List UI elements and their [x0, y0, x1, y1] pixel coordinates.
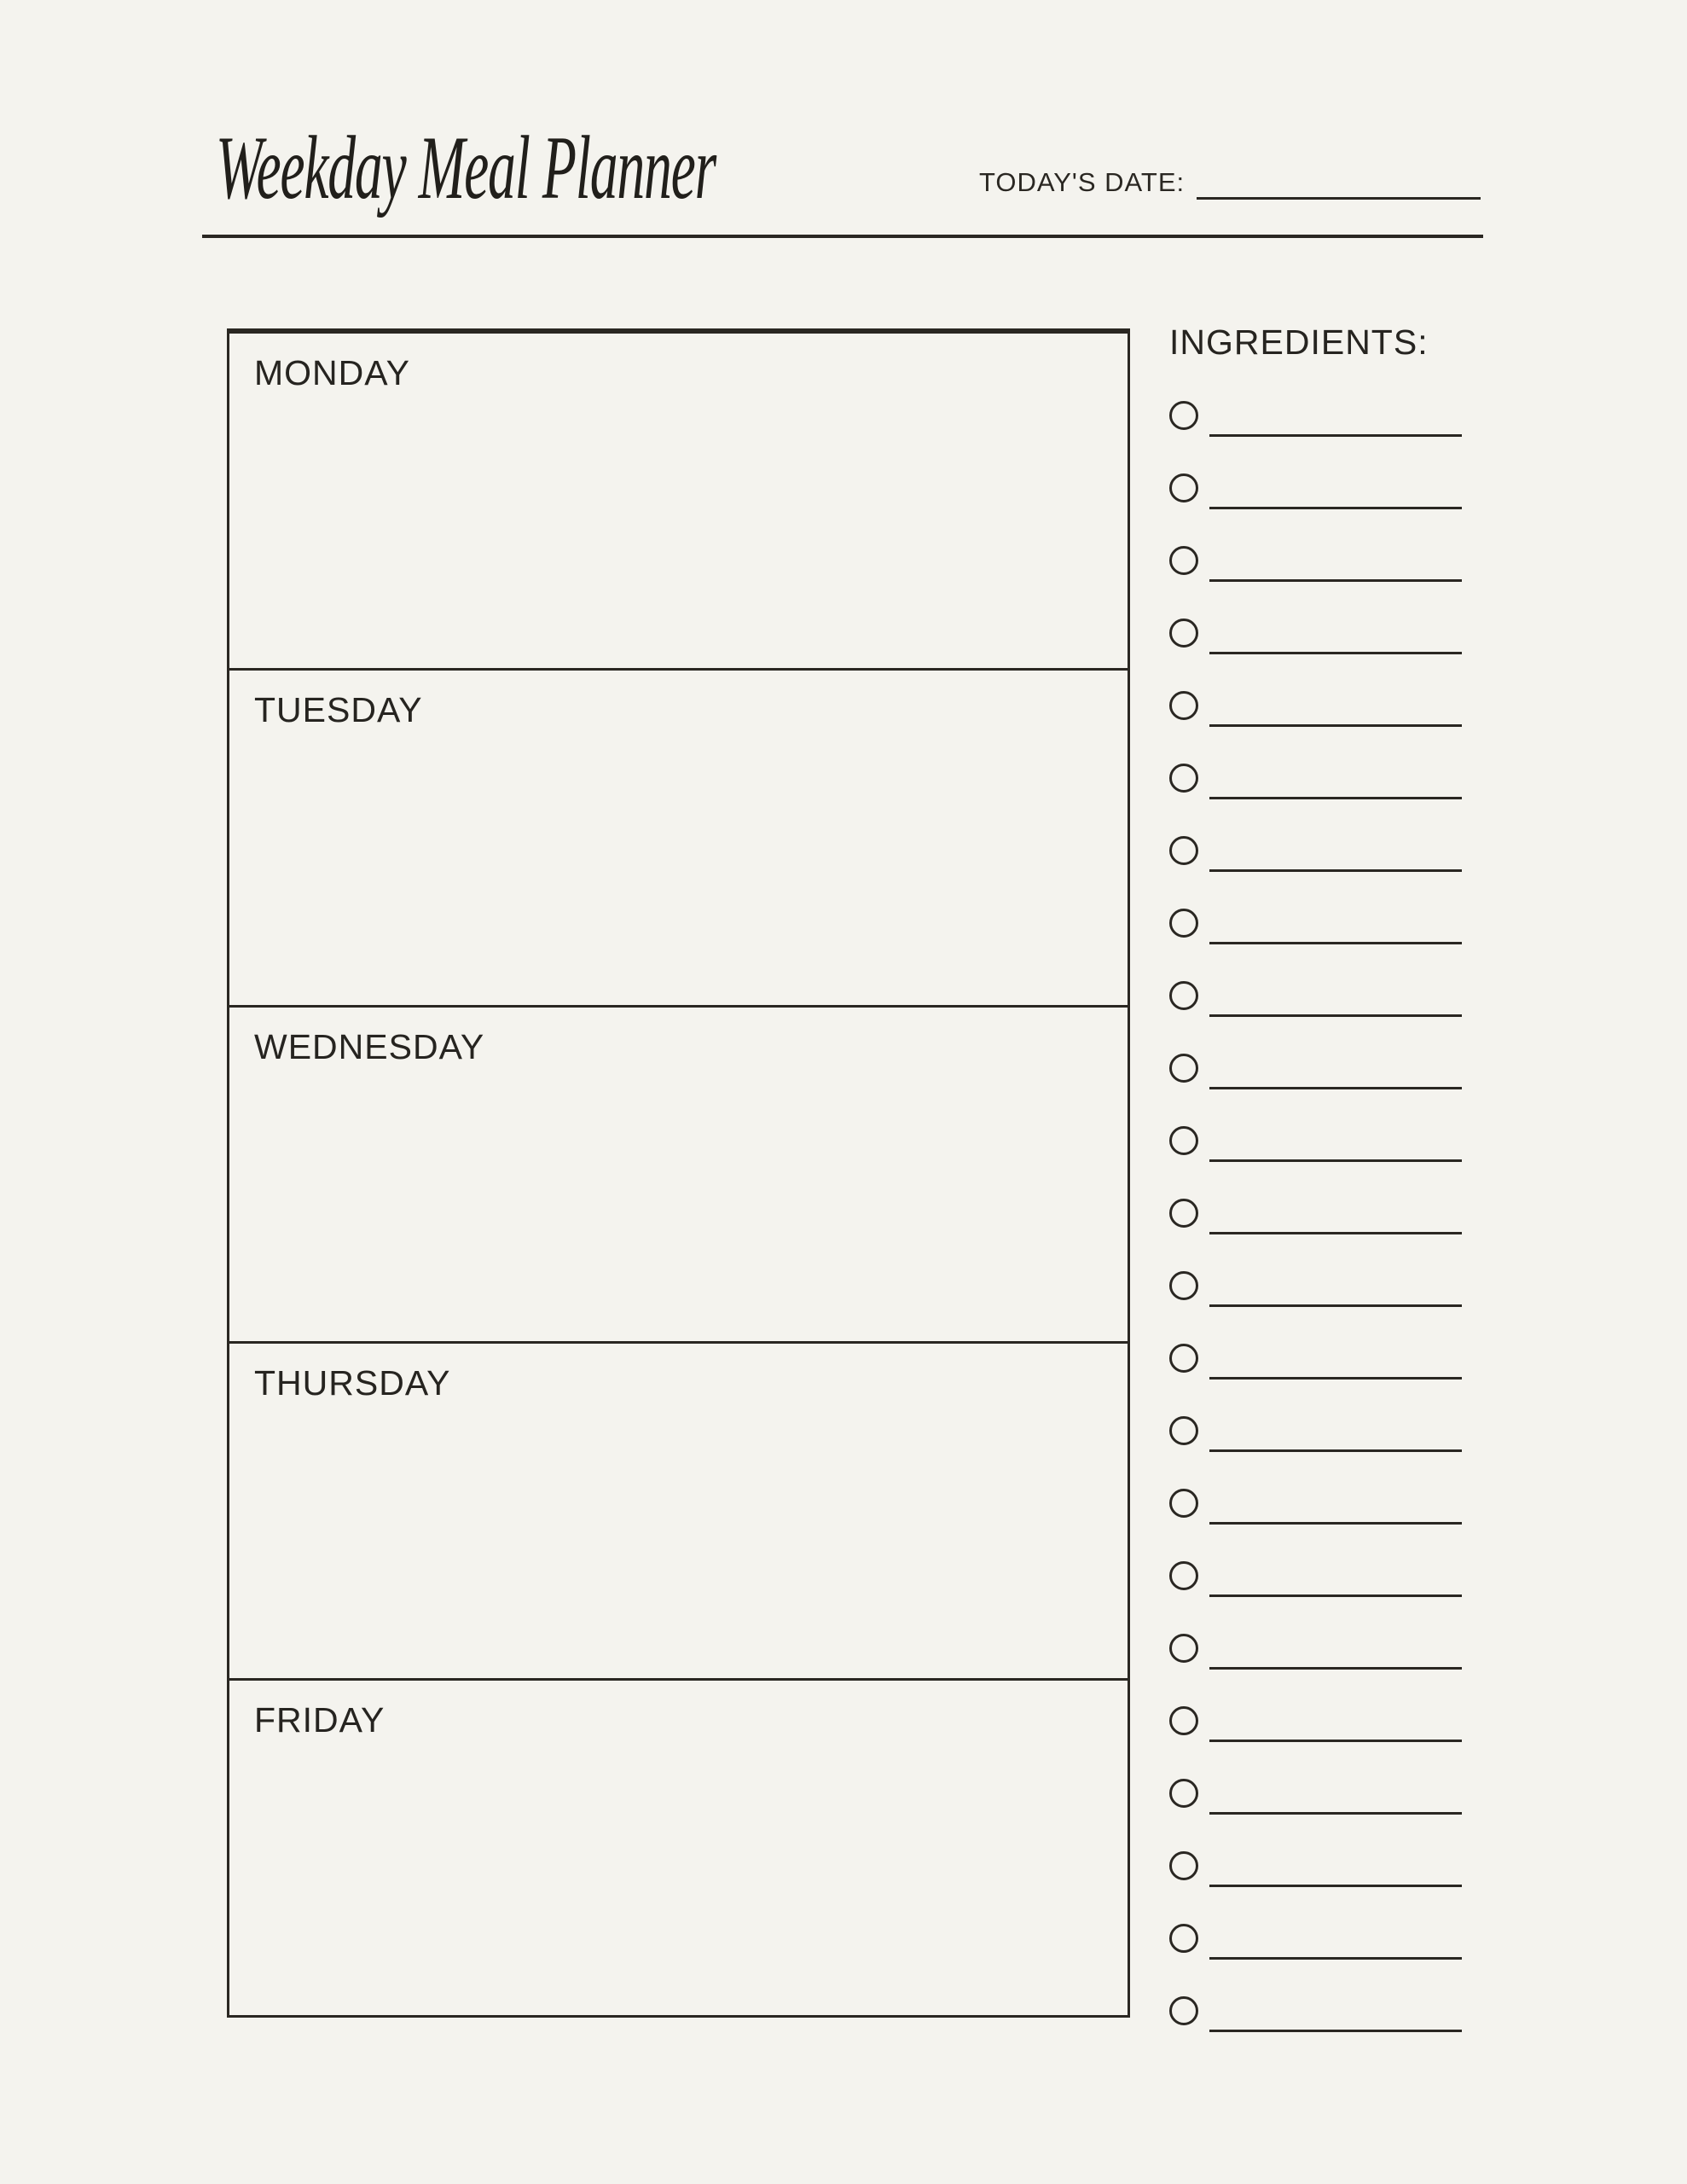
day-boxes: [227, 328, 1130, 2018]
ingredient-row: [1169, 764, 1462, 836]
day-label: WEDNESDAY: [254, 1026, 485, 1066]
ingredient-row: [1169, 1054, 1462, 1126]
ingredient-checkbox-circle[interactable]: [1169, 764, 1198, 793]
day-meal-value[interactable]: [254, 391, 1128, 420]
ingredient-row: [1169, 1344, 1462, 1416]
ingredient-blank-line[interactable]: [1209, 1377, 1462, 1380]
ingredient-blank-line[interactable]: [1209, 942, 1462, 944]
ingredient-checkbox-circle[interactable]: [1169, 473, 1198, 502]
ingredient-row: [1169, 1924, 1462, 1996]
ingredient-checkbox-circle[interactable]: [1169, 1416, 1198, 1445]
day-meal-box[interactable]: [229, 331, 1128, 668]
ingredient-blank-line[interactable]: [1209, 2030, 1462, 2032]
ingredient-checkbox-circle[interactable]: [1169, 1706, 1198, 1735]
ingredient-checkbox-circle[interactable]: [1169, 1634, 1198, 1663]
ingredient-checkbox-circle[interactable]: [1169, 1344, 1198, 1373]
ingredient-row: [1169, 1416, 1462, 1489]
ingredient-blank-line[interactable]: [1209, 1667, 1462, 1670]
ingredient-blank-line[interactable]: [1209, 1232, 1462, 1234]
todays-date-label: TODAY'S DATE:: [979, 167, 1186, 197]
ingredient-row: [1169, 1996, 1462, 2069]
ingredient-blank-line[interactable]: [1209, 797, 1462, 799]
ingredient-checkbox-circle[interactable]: [1169, 1199, 1198, 1228]
ingredient-row: [1169, 691, 1462, 764]
header-divider-rule: [202, 235, 1483, 238]
ingredient-checkbox-circle[interactable]: [1169, 836, 1198, 865]
ingredient-checkbox-circle[interactable]: [1169, 1779, 1198, 1808]
day-label: FRIDAY: [254, 1700, 386, 1740]
ingredient-blank-line[interactable]: [1209, 1740, 1462, 1742]
day-label: TUESDAY: [254, 689, 423, 729]
ingredient-row: [1169, 909, 1462, 981]
ingredient-row: [1169, 619, 1462, 691]
ingredient-checkbox-circle[interactable]: [1169, 1924, 1198, 1953]
ingredient-checkbox-circle[interactable]: [1169, 691, 1198, 720]
day-label: MONDAY: [254, 353, 410, 392]
page-title: Weekday Meal Planner: [216, 118, 716, 218]
ingredient-blank-line[interactable]: [1209, 579, 1462, 582]
ingredient-checkbox-circle[interactable]: [1169, 1054, 1198, 1083]
ingredient-row: [1169, 836, 1462, 909]
ingredient-row: [1169, 1126, 1462, 1199]
ingredient-blank-line[interactable]: [1209, 1522, 1462, 1525]
ingredient-blank-line[interactable]: [1209, 869, 1462, 872]
day-meal-value[interactable]: [254, 1738, 1128, 1767]
ingredient-row: [1169, 1489, 1462, 1561]
todays-date-blank-line[interactable]: [1197, 197, 1481, 200]
ingredient-checkbox-circle[interactable]: [1169, 1996, 1198, 2025]
ingredient-checkbox-circle[interactable]: [1169, 1561, 1198, 1590]
ingredient-blank-line[interactable]: [1209, 1812, 1462, 1815]
ingredient-row: [1169, 1199, 1462, 1271]
day-meal-box[interactable]: [229, 1005, 1128, 1342]
ingredient-checkbox-circle[interactable]: [1169, 546, 1198, 575]
ingredient-checkbox-circle[interactable]: [1169, 401, 1198, 430]
ingredient-row: [1169, 1706, 1462, 1779]
ingredients-list: [1169, 401, 1462, 2069]
ingredient-blank-line[interactable]: [1209, 507, 1462, 509]
ingredient-row: [1169, 1851, 1462, 1924]
ingredient-blank-line[interactable]: [1209, 1087, 1462, 1089]
ingredient-blank-line[interactable]: [1209, 652, 1462, 654]
ingredient-row: [1169, 1779, 1462, 1851]
day-meal-box[interactable]: [229, 668, 1128, 1005]
ingredient-blank-line[interactable]: [1209, 1885, 1462, 1887]
ingredient-row: [1169, 401, 1462, 473]
day-meal-box[interactable]: [229, 1341, 1128, 1678]
ingredient-checkbox-circle[interactable]: [1169, 1489, 1198, 1518]
ingredient-checkbox-circle[interactable]: [1169, 619, 1198, 648]
ingredient-blank-line[interactable]: [1209, 724, 1462, 727]
ingredient-blank-line[interactable]: [1209, 1594, 1462, 1597]
ingredient-checkbox-circle[interactable]: [1169, 909, 1198, 938]
ingredient-row: [1169, 1561, 1462, 1634]
ingredient-row: [1169, 546, 1462, 619]
ingredient-checkbox-circle[interactable]: [1169, 1851, 1198, 1880]
ingredient-blank-line[interactable]: [1209, 1014, 1462, 1017]
ingredient-row: [1169, 981, 1462, 1054]
ingredient-checkbox-circle[interactable]: [1169, 1126, 1198, 1155]
ingredient-blank-line[interactable]: [1209, 1159, 1462, 1162]
day-meal-box[interactable]: [229, 1678, 1128, 2015]
ingredient-blank-line[interactable]: [1209, 434, 1462, 437]
day-meal-value[interactable]: [254, 1065, 1128, 1094]
ingredients-heading: INGREDIENTS:: [1169, 322, 1429, 362]
ingredient-checkbox-circle[interactable]: [1169, 1271, 1198, 1300]
ingredient-row: [1169, 1271, 1462, 1344]
ingredient-blank-line[interactable]: [1209, 1304, 1462, 1307]
ingredient-blank-line[interactable]: [1209, 1957, 1462, 1960]
ingredient-row: [1169, 1634, 1462, 1706]
ingredient-blank-line[interactable]: [1209, 1449, 1462, 1452]
ingredient-row: [1169, 473, 1462, 546]
day-meal-value[interactable]: [254, 728, 1128, 757]
day-meal-value[interactable]: [254, 1401, 1128, 1430]
day-label: THURSDAY: [254, 1363, 451, 1403]
ingredient-checkbox-circle[interactable]: [1169, 981, 1198, 1010]
